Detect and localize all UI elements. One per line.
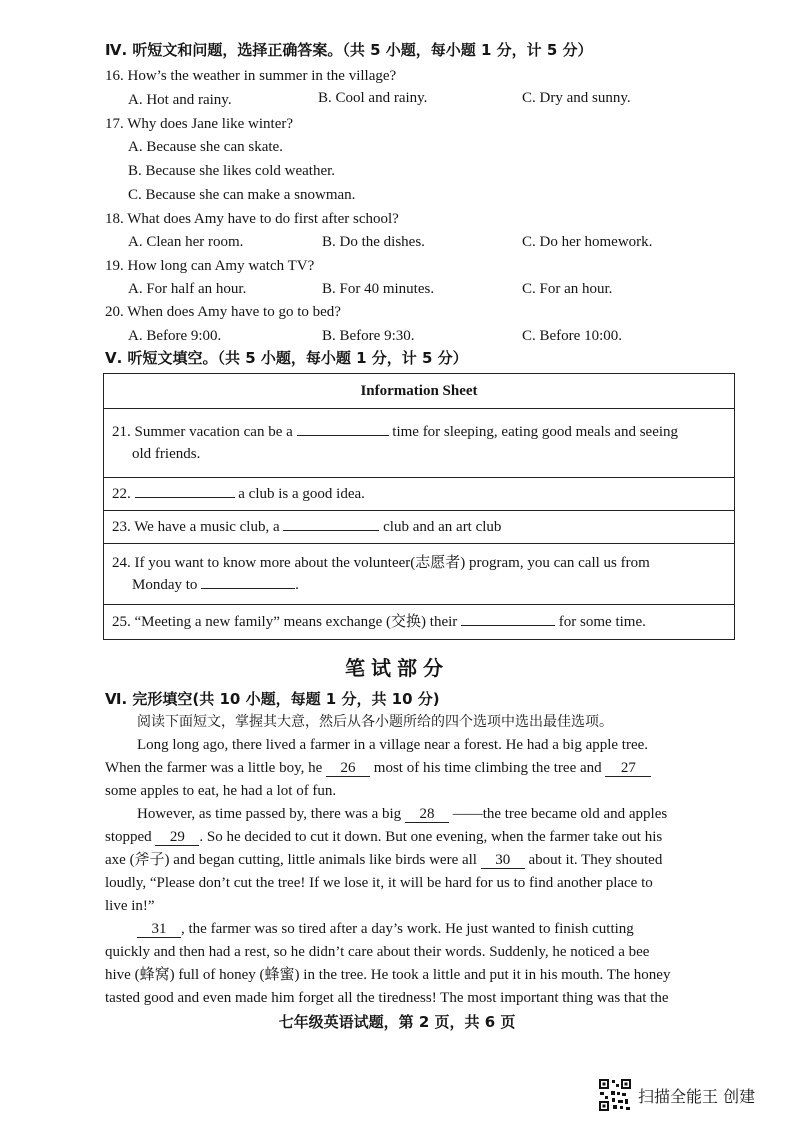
scanner-watermark [598, 1078, 755, 1112]
q18-option-b: B. Do the dishes. [322, 234, 425, 250]
cloze-blank-29[interactable]: 29 [155, 829, 199, 846]
cloze-paragraph-2: However, as time passed by, there was a big 28 ——the tree became old and apples stopped 29 . So he decided to cut it down. But one evening, when the farmer take out his axe (斧子) and began cutting, little animals like birds were all 30 about it. They shouted loudly, “Please don’t cut the tree! If we lose it, it will be hard for us to find another place to live in!” [105, 806, 668, 914]
section4-title: Ⅳ. 听短文和问题，选择正确答案。（共 5 小题，每小题 1 分，计 5 分） [105, 41, 593, 59]
watermark-text: 扫描全能王 创建 [638, 1086, 756, 1106]
blank-22[interactable] [135, 483, 235, 498]
qr-code-icon [598, 1078, 632, 1112]
cloze-blank-28[interactable]: 28 [405, 806, 449, 823]
q20-option-a: A. Before 9:00. [128, 328, 222, 344]
page-footer: 七年级英语试题，第 2 页，共 6 页 [278, 1013, 516, 1031]
question-20: 20. When does Amy have to go to bed? [105, 304, 341, 320]
q17-option-a: A. Because she can skate. [128, 139, 283, 155]
section6-title: Ⅵ. 完形填空(共 10 小题，每题 1 分，共 10 分) [105, 690, 440, 708]
q16-option-a: A. Hot and rainy. [128, 92, 232, 108]
blank-21[interactable] [297, 421, 389, 436]
q19-option-a: A. For half an hour. [128, 281, 247, 297]
q16-option-c: C. Dry and sunny. [522, 90, 631, 106]
info-row-22: 22. a club is a good idea. [104, 478, 735, 511]
info-row-24: 24. If you want to know more about the volunteer(志愿者) program, you can call us from Monday to . [104, 544, 735, 605]
question-17: 17. Why does Jane like winter? [105, 116, 294, 132]
cloze-paragraph-3: 31 , the farmer was so tired after a day’s work. He just wanted to finish cutting quickly and then had a rest, so he didn’t care about their words. Suddenly, he noticed a bee hive (蜂窝) full of honey (蜂蜜) in the tree. He took a little and put it in his mouth. The honey tasted good and even made him forget all the tiredness! The most important thing was that the [105, 921, 671, 1006]
info-row-21: 21. Summer vacation can be a time for sleeping, eating good meals and seeing old friends. [104, 409, 735, 478]
info-row-25: 25. “Meeting a new family” means exchange (交换) their for some time. [104, 605, 735, 640]
cloze-paragraph-1: Long long ago, there lived a farmer in a village near a forest. He had a big apple tree. When the farmer was a little boy, he 26 most of his time climbing the tree and 27 some apples to eat, he had a lot of fun. [105, 734, 737, 803]
q16-option-b: B. Cool and rainy. [318, 90, 428, 106]
cloze-blank-30[interactable]: 30 [481, 852, 525, 869]
q20-option-c: C. Before 10:00. [522, 328, 622, 344]
q19-option-b: B. For 40 minutes. [322, 281, 435, 297]
q17-option-b: B. Because she likes cold weather. [128, 163, 336, 179]
q19-option-c: C. For an hour. [522, 281, 613, 297]
info-row-23: 23. We have a music club, a club and an art club [104, 511, 735, 544]
section6-instruction: 阅读下面短文，掌握其大意，然后从各小题所给的四个选项中选出最佳选项。 [137, 714, 613, 730]
section5-title: Ⅴ. 听短文填空。（共 5 小题，每小题 1 分，计 5 分） [105, 349, 468, 367]
question-18: 18. What does Amy have to do first after school? [105, 211, 399, 227]
blank-25[interactable] [461, 611, 555, 626]
cloze-blank-31[interactable]: 31 [137, 921, 181, 938]
cloze-blank-27[interactable]: 27 [605, 760, 651, 777]
cloze-blank-26[interactable]: 26 [326, 760, 370, 777]
written-section-title: 笔试部分 [345, 656, 449, 680]
information-sheet-header: Information Sheet [104, 374, 735, 409]
blank-23[interactable] [283, 516, 379, 531]
q17-option-c: C. Because she can make a snowman. [128, 187, 356, 203]
q18-option-a: A. Clean her room. [128, 234, 244, 250]
blank-24[interactable] [201, 574, 295, 589]
information-sheet-table [103, 373, 735, 640]
question-16: 16. How’s the weather in summer in the village? [105, 68, 397, 84]
q20-option-b: B. Before 9:30. [322, 328, 415, 344]
q18-option-c: C. Do her homework. [522, 234, 653, 250]
question-19: 19. How long can Amy watch TV? [105, 258, 315, 274]
